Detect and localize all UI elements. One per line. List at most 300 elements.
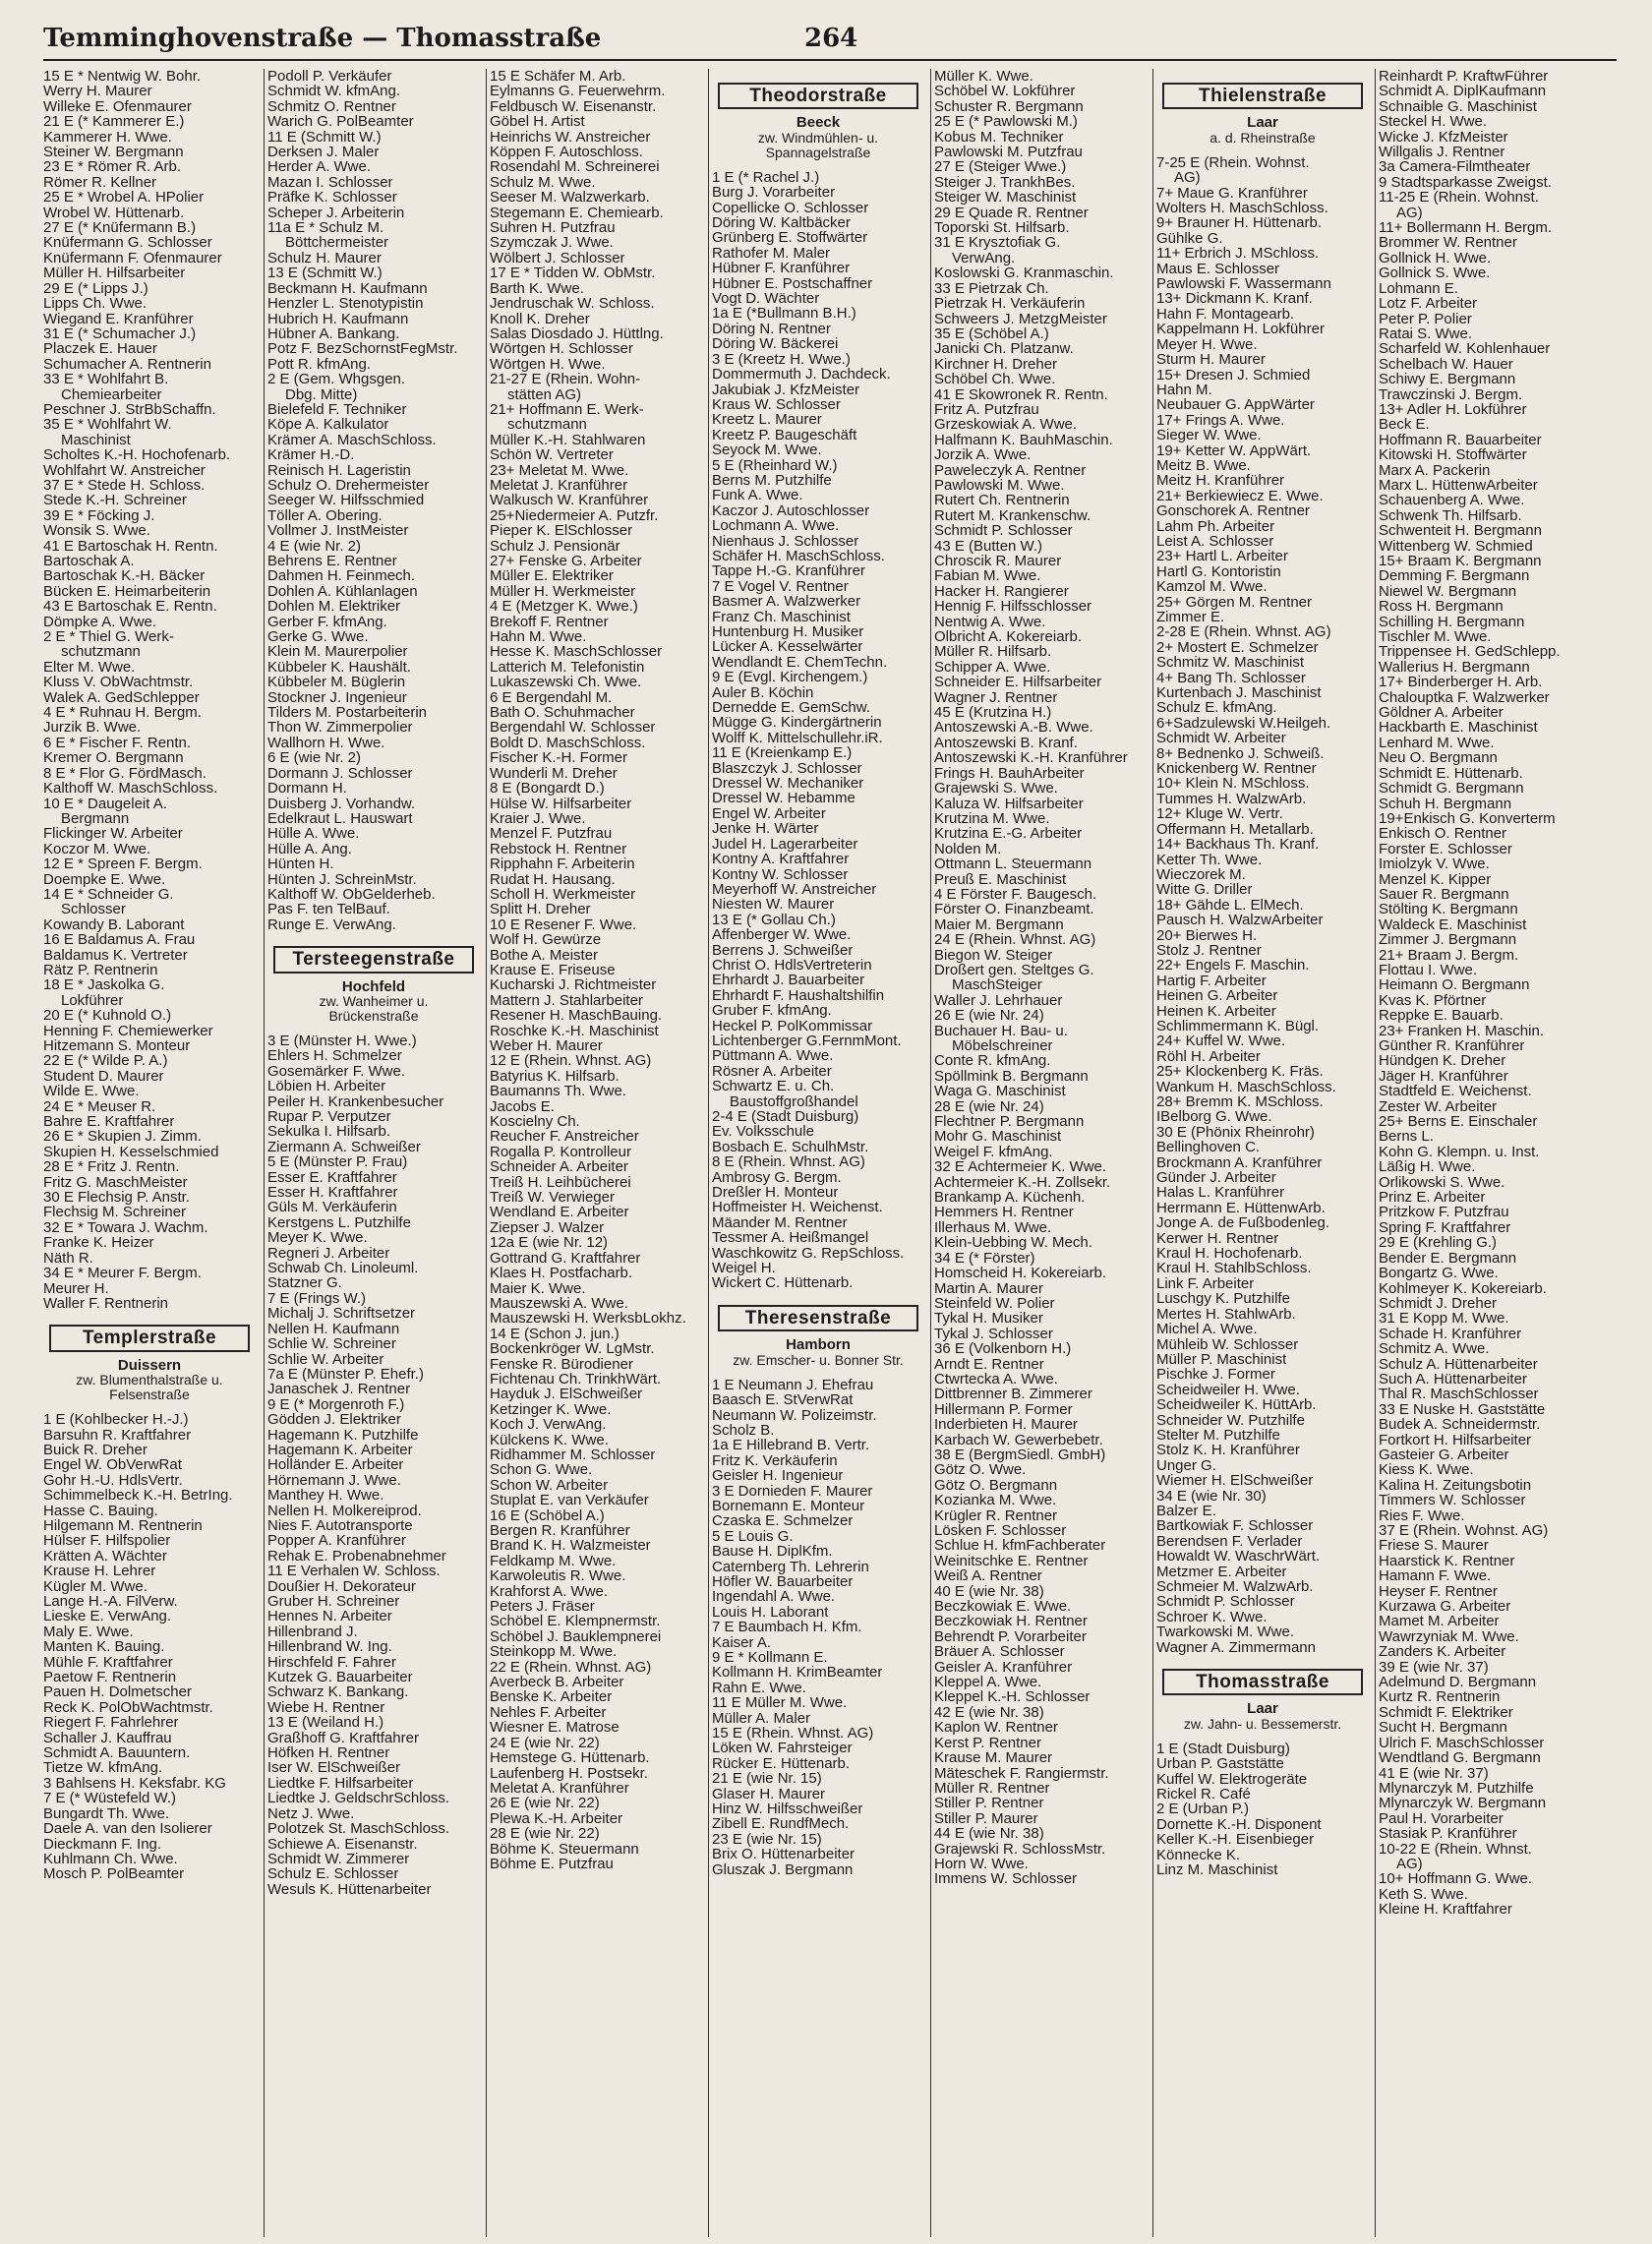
- directory-entry: Hagemann K. Arbeiter: [267, 1442, 413, 1458]
- directory-entry: Kurtenbach J. Maschinist: [1156, 685, 1322, 701]
- directory-entry: 44 E (wie Nr. 38): [934, 1826, 1044, 1842]
- directory-entry: Brekoff F. Rentner: [490, 614, 609, 630]
- directory-entry: Hündgen K. Dreher: [1379, 1053, 1506, 1069]
- directory-entry: Ketter Th. Wwe.: [1156, 852, 1263, 867]
- directory-entry: 28+ Bremm K. MSchloss.: [1156, 1094, 1324, 1110]
- directory-entry: Haarstick K. Rentner: [1379, 1553, 1515, 1569]
- directory-entry: Krutzina E.-G. Arbeiter: [934, 826, 1083, 842]
- directory-entry: Wörtgen H. Wwe.: [490, 356, 606, 373]
- district-name: Duissern: [117, 1356, 182, 1374]
- directory-entry: Warich G. PolBeamter: [267, 114, 414, 130]
- directory-entry: Gottrand G. Kraftfahrer: [490, 1250, 641, 1267]
- directory-entry: 25+Niedermeier A. Putzfr.: [490, 507, 659, 524]
- directory-entry: 33 E * Wohlfahrt B.: [43, 372, 169, 387]
- directory-entry: Gollnick H. Wwe.: [1379, 250, 1492, 266]
- directory-entry: Behrens E. Rentner: [267, 554, 397, 569]
- directory-entry: Mäander M. Rentner: [712, 1214, 848, 1231]
- directory-entry: Dreßler H. Monteur: [712, 1185, 839, 1201]
- directory-entry: Daele A. van den Isolierer: [43, 1821, 212, 1837]
- directory-entry: Wölbert J. Schlosser: [490, 250, 625, 266]
- directory-entry: Präfke K. Schlosser: [267, 190, 397, 206]
- directory-entry: Flechtner P. Bergmann: [934, 1114, 1085, 1130]
- directory-entry: Kamzol M. Wwe.: [1156, 579, 1268, 595]
- directory-entry: Holländer E. Arbeiter: [267, 1457, 404, 1473]
- directory-entry: Peter P. Polier: [1379, 311, 1472, 326]
- directory-entry: Schmidt F. Elektriker: [1379, 1704, 1513, 1721]
- directory-entry: 7a E (Münster P. Ehefr.): [267, 1366, 424, 1383]
- directory-entry: Kuffel W. Elektrogeräte: [1156, 1771, 1308, 1788]
- directory-entry: Baumanns Th. Wwe.: [490, 1084, 626, 1099]
- directory-entry: Kappelmann H. Lokführer: [1156, 322, 1325, 337]
- directory-entry: 41 E Skowronek R. Rentn.: [934, 386, 1108, 402]
- directory-entry: Feldkamp M. Wwe.: [490, 1553, 617, 1569]
- directory-entry: Knickenberg W. Rentner: [1156, 761, 1317, 777]
- directory-entry: Herder A. Wwe.: [267, 159, 372, 175]
- directory-entry: Kitowski H. Stoffwärter: [1379, 447, 1527, 463]
- column-6: [1156, 69, 1369, 2232]
- directory-entry: 43 E (Butten W.): [934, 538, 1043, 554]
- directory-entry: 3 Bahlsens H. Keksfabr. KG: [43, 1775, 226, 1792]
- directory-entry: Lokführer: [61, 992, 124, 1009]
- directory-entry: Köppen F. Autoschloss.: [490, 145, 643, 160]
- directory-entry: Tappe H.-G. Kranführer: [712, 563, 865, 579]
- directory-entry: Peschner J. StrBbSchaffn.: [43, 401, 216, 418]
- directory-entry: 1a E Hillebrand B. Vertr.: [712, 1438, 870, 1453]
- directory-entry: Schäfer H. MaschSchloss.: [712, 548, 885, 564]
- directory-entry: Dohlen M. Elektriker: [267, 599, 401, 615]
- directory-entry: 6 E * Fischer F. Rentn.: [43, 735, 192, 751]
- directory-entry: Nentwig A. Wwe.: [934, 614, 1046, 630]
- directory-entry: Zimmer E.: [1156, 610, 1225, 625]
- directory-entry: Dornette K.-H. Disponent: [1156, 1816, 1322, 1833]
- directory-entry: Kurzawa G. Arbeiter: [1379, 1599, 1511, 1615]
- directory-entry: Kowandy B. Laborant: [43, 916, 185, 933]
- directory-entry: Günther R. Kranführer: [1379, 1038, 1525, 1054]
- directory-entry: Marx A. Packerin: [1379, 462, 1491, 478]
- directory-entry: Könnecke K.: [1156, 1847, 1241, 1863]
- directory-entry: Eylmanns G. Feuerwehrm.: [490, 84, 666, 99]
- directory-entry: Jurzik B. Wwe.: [43, 720, 142, 736]
- directory-entry: 15 E Schäfer M. Arb.: [490, 69, 626, 85]
- directory-entry: Schon W. Arbeiter: [490, 1477, 609, 1494]
- directory-entry: Baldamus K. Vertreter: [43, 947, 188, 963]
- directory-entry: Hemstege G. Hüttenarb.: [490, 1750, 650, 1766]
- directory-entry: Schulz E. Schlosser: [267, 1866, 399, 1882]
- directory-entry: Luschgy K. Putzhilfe: [1156, 1291, 1290, 1307]
- directory-entry: 11 E Verhalen W. Schloss.: [267, 1564, 441, 1579]
- directory-entry: Suhren H. Putzfrau: [490, 220, 616, 236]
- directory-entry: Püttmann A. Wwe.: [712, 1048, 834, 1064]
- directory-entry: Hemmers H. Rentner: [934, 1205, 1074, 1220]
- directory-entry: 27 E (Steiger Wwe.): [934, 159, 1067, 175]
- directory-entry: Sekulka I. Hilfsarb.: [267, 1124, 391, 1140]
- directory-entry: Funk A. Wwe.: [712, 488, 803, 503]
- directory-entry: Brankamp A. Küchenh.: [934, 1190, 1086, 1206]
- directory-entry: 1 E (Kohlbecker H.-J.): [43, 1412, 189, 1428]
- directory-entry: Krämer H.-D.: [267, 447, 355, 463]
- directory-entry: Meyer H. Wwe.: [1156, 336, 1258, 353]
- directory-entry: Ripphahn F. Arbeiterin: [490, 856, 635, 872]
- directory-entry: Benske K. Arbeiter: [490, 1689, 613, 1705]
- directory-entry: 13 E (* Gollau Ch.): [712, 912, 836, 928]
- directory-entry: Tummes H. WalzwArb.: [1156, 791, 1307, 807]
- directory-entry: 39 E (wie Nr. 37): [1379, 1659, 1489, 1676]
- directory-entry: Waga G. Maschinist: [934, 1084, 1066, 1099]
- directory-entry: 9 E (* Morgenroth F.): [267, 1396, 405, 1413]
- directory-entry: Waller F. Rentnerin: [43, 1295, 168, 1312]
- directory-entry: Kiess K. Wwe.: [1379, 1462, 1474, 1478]
- directory-entry: Maly E. Wwe.: [43, 1624, 134, 1640]
- directory-entry: Antoszewski B. Kranf.: [934, 735, 1078, 751]
- street-heading: Theresenstraße: [718, 1305, 918, 1331]
- directory-entry: Chalouptka F. Walzwerker: [1379, 689, 1550, 706]
- directory-entry: Maier M. Bergmann: [934, 916, 1064, 933]
- directory-entry: 34 E (wie Nr. 30): [1156, 1488, 1267, 1504]
- directory-entry: Meurer H.: [43, 1280, 109, 1296]
- directory-entry: Schwenk Th. Hilfsarb.: [1379, 507, 1522, 524]
- directory-entry: Wawrzyniak M. Wwe.: [1379, 1628, 1519, 1645]
- directory-entry: Hesse K. MaschSchlosser: [490, 644, 663, 660]
- directory-entry: Meletat J. Kranführer: [490, 477, 628, 494]
- directory-entry: Nies F. Autotransporte: [267, 1517, 413, 1534]
- directory-entry: Bergen R. Kranführer: [490, 1523, 630, 1539]
- column-divider: [1375, 69, 1376, 2237]
- directory-entry: Kaczor J. Autoschlosser: [712, 502, 870, 519]
- directory-entry: Mlynarczyk W. Bergmann: [1379, 1796, 1547, 1811]
- column-5: [934, 69, 1147, 2232]
- directory-entry: Glaser H. Maurer: [712, 1786, 826, 1802]
- directory-entry: Willgalis J. Rentner: [1379, 145, 1505, 160]
- directory-entry: 16 E (Schöbel A.): [490, 1507, 605, 1523]
- directory-entry: 1a E (*Bullmann B.H.): [712, 306, 856, 322]
- directory-entry: Pischke J. Former: [1156, 1367, 1275, 1383]
- directory-entry: Niesten W. Maurer: [712, 897, 835, 913]
- directory-entry: Fritz G. MaschMeister: [43, 1174, 188, 1191]
- directory-entry: Jacobs E.: [490, 1098, 555, 1115]
- directory-entry: AG): [1396, 205, 1423, 221]
- directory-entry: 26 E * Skupien J. Zimm.: [43, 1129, 202, 1145]
- directory-entry: Elter M. Wwe.: [43, 659, 136, 676]
- directory-entry: 19+Enkisch G. Konverterm: [1379, 810, 1556, 827]
- directory-entry: 36 E (Volkenborn H.): [934, 1341, 1072, 1357]
- directory-entry: 17+ Binderberger H. Arb.: [1379, 675, 1543, 690]
- directory-entry: Placzek E. Hauer: [43, 341, 157, 357]
- directory-entry: Müller E. Elektriker: [490, 568, 614, 584]
- directory-entry: Meyerhoff W. Anstreicher: [712, 881, 877, 898]
- directory-entry: Stasiak P. Kranführer: [1379, 1826, 1517, 1842]
- directory-entry: Pausch H. WalzwArbeiter: [1156, 913, 1324, 928]
- directory-entry: 25 E * Wrobel A. HPolier: [43, 190, 205, 206]
- directory-entry: Niewel W. Bergmann: [1379, 583, 1517, 600]
- directory-entry: Schwarz K. Bankang.: [267, 1684, 409, 1700]
- directory-entry: Tilders M. Postarbeiterin: [267, 705, 427, 721]
- directory-entry: Averbeck B. Arbeiter: [490, 1675, 624, 1690]
- directory-entry: Hülle A. Ang.: [267, 841, 352, 857]
- directory-entry: Ries F. Wwe.: [1379, 1507, 1465, 1523]
- directory-entry: Schmidt W. Arbeiter: [1156, 731, 1286, 746]
- directory-entry: Bothe A. Meister: [490, 947, 599, 963]
- directory-entry: Höfler W. Bauarbeiter: [712, 1573, 854, 1590]
- directory-entry: Sauer R. Bergmann: [1379, 886, 1509, 903]
- directory-entry: Homscheid H. Kokereiarb.: [934, 1266, 1107, 1281]
- directory-entry: Mühleib W. Schlosser: [1156, 1336, 1299, 1352]
- directory-entry: 15 E (Rhein. Whnst. AG): [712, 1726, 874, 1742]
- directory-entry: Pas F. ten TelBauf.: [267, 902, 390, 917]
- directory-entry: Henzler L. Stenotypistin: [267, 296, 424, 312]
- directory-entry: Berrens J. Schweißer: [712, 942, 854, 958]
- directory-entry: 22+ Engels F. Maschin.: [1156, 958, 1310, 974]
- directory-entry: 10+ Klein N. MSchloss.: [1156, 776, 1310, 792]
- directory-entry: Schmidt E. Hüttenarb.: [1379, 765, 1523, 782]
- directory-entry: Herrmann E. HüttenwArb.: [1156, 1200, 1326, 1216]
- directory-entry: Wörtgen H. Schlosser: [490, 341, 633, 357]
- directory-entry: Steinfeld W. Polier: [934, 1295, 1055, 1312]
- directory-entry: Meletat A. Kranführer: [490, 1780, 629, 1797]
- directory-entry: Hülle A. Wwe.: [267, 826, 360, 842]
- directory-entry: 9 E (Evgl. Kirchengem.): [712, 670, 868, 685]
- directory-entry: Pawlowski M. Putzfrau: [934, 145, 1083, 160]
- directory-entry: 1 E (* Rachel J.): [712, 169, 820, 186]
- directory-entry: 11 E (Schmitt W.): [267, 129, 382, 146]
- directory-entry: Rickel R. Café: [1156, 1787, 1251, 1802]
- directory-entry: Boldt D. MaschSchloss.: [490, 735, 646, 751]
- directory-entry: Förster O. Finanzbeamt.: [934, 902, 1094, 917]
- directory-entry: 32 E * Towara J. Wachm.: [43, 1219, 208, 1236]
- directory-entry: Unger G.: [1156, 1457, 1216, 1474]
- directory-entry: Wagner A. Zimmermann: [1156, 1639, 1316, 1656]
- directory-entry: Hülser F. Hilfspolier: [43, 1533, 171, 1549]
- directory-entry: Forster E. Schlosser: [1379, 841, 1512, 857]
- directory-entry: Kraul H. Hochofenarb.: [1156, 1246, 1303, 1262]
- directory-entry: 31 E Kopp M. Wwe.: [1379, 1311, 1509, 1327]
- directory-entry: Plewa K.-H. Arbeiter: [490, 1810, 623, 1827]
- directory-entry: Schweers J. MetzgMeister: [934, 311, 1107, 326]
- directory-entry: Flechsig M. Schreiner: [43, 1205, 187, 1220]
- directory-entry: 28 E (wie Nr. 22): [490, 1826, 600, 1842]
- directory-entry: Lipps Ch. Wwe.: [43, 296, 148, 312]
- directory-entry: Fenske R. Bürodiener: [490, 1356, 633, 1372]
- directory-entry: Grajewski S. Wwe.: [934, 781, 1058, 797]
- directory-entry: Wallhorn H. Wwe.: [267, 735, 385, 751]
- directory-entry: Klein-Uebbing W. Mech.: [934, 1235, 1092, 1251]
- directory-entry: 19+ Ketter W. AppWärt.: [1156, 443, 1312, 458]
- directory-entry: Liedtke F. Hilfsarbeiter: [267, 1775, 414, 1792]
- directory-entry: Frings H. BauhArbeiter: [934, 765, 1085, 782]
- directory-entry: Ratai S. Wwe.: [1379, 325, 1473, 342]
- directory-entry: 11+ Bollermann H. Bergm.: [1379, 220, 1553, 236]
- directory-entry: Rücker E. Hüttenarb.: [712, 1755, 851, 1772]
- directory-entry: 2-4 E (Stadt Duisburg): [712, 1109, 859, 1125]
- directory-entry: Sucht H. Bergmann: [1379, 1720, 1507, 1736]
- directory-entry: MaschSteiger: [952, 977, 1042, 993]
- directory-entry: Dressel W. Hebamme: [712, 791, 856, 806]
- directory-entry: Kollmann H. KrimBeamter: [712, 1665, 883, 1681]
- directory-entry: 16 E Baldamus A. Frau: [43, 932, 196, 948]
- directory-entry: 26 E (wie Nr. 22): [490, 1796, 600, 1811]
- directory-entry: 5 E Louis G.: [712, 1528, 794, 1545]
- directory-entry: Weiß A. Rentner: [934, 1568, 1042, 1584]
- directory-entry: 8 E (Bongardt D.): [490, 781, 605, 797]
- directory-entry: 45 E (Krutzina H.): [934, 705, 1052, 721]
- directory-entry: Vollmer J. InstMeister: [267, 523, 409, 539]
- directory-entry: Bockenkröger W. LgMstr.: [490, 1341, 655, 1357]
- directory-entry: Röhl H. Arbeiter: [1156, 1048, 1261, 1065]
- directory-entry: Wunderli M. Dreher: [490, 765, 618, 782]
- directory-entry: Schulz M. Wwe.: [490, 174, 596, 191]
- directory-entry: 13 E (Weiland H.): [267, 1715, 384, 1731]
- directory-entry: Lücker A. Kesselwärter: [712, 639, 863, 655]
- directory-entry: Rahn E. Wwe.: [712, 1680, 806, 1696]
- column-4: [712, 69, 924, 2232]
- directory-entry: 17+ Frings A. Wwe.: [1156, 412, 1285, 429]
- directory-entry: 17 E * Tidden W. ObMstr.: [490, 266, 656, 281]
- directory-entry: Schimmelbeck K.-H. BetrIng.: [43, 1488, 233, 1504]
- directory-entry: Schaller J. Kauffrau: [43, 1730, 172, 1746]
- directory-entry: Metzmer E. Arbeiter: [1156, 1564, 1287, 1579]
- directory-entry: Wolf H. Gewürze: [490, 932, 602, 948]
- directory-entry: 37 E * Stede H. Schloss.: [43, 477, 206, 494]
- directory-entry: Müller K.-H. Stahlwaren: [490, 432, 646, 448]
- directory-entry: Sieger W. Wwe.: [1156, 428, 1262, 443]
- directory-entry: Dbg. Mitte): [285, 386, 358, 402]
- directory-entry: Müller H. Werkmeister: [490, 583, 636, 600]
- directory-entry: Mazan I. Schlosser: [267, 174, 393, 191]
- directory-entry: Rehak E. Probenabnehmer: [267, 1548, 446, 1565]
- directory-entry: 27+ Fenske G. Arbeiter: [490, 554, 642, 569]
- directory-entry: Hartig F. Arbeiter: [1156, 973, 1267, 989]
- directory-entry: Schmidt G. Bergmann: [1379, 781, 1524, 797]
- directory-entry: Pritzkow F. Putzfrau: [1379, 1205, 1509, 1220]
- directory-entry: 39 E * Föcking J.: [43, 507, 155, 524]
- directory-entry: Rathofer M. Maler: [712, 245, 831, 262]
- directory-entry: Hahn M. Wwe.: [490, 629, 587, 645]
- directory-entry: Scholl H. Werkmeister: [490, 886, 636, 903]
- directory-entry: Keth S. Wwe.: [1379, 1886, 1468, 1903]
- directory-entry: 23+ Franken H. Maschin.: [1379, 1023, 1544, 1038]
- directory-entry: Schiwy E. Bergmann: [1379, 372, 1516, 387]
- directory-entry: Roschke K.-H. Maschinist: [490, 1023, 659, 1038]
- directory-entry: Scholtes K.-H. Hochofenarb.: [43, 447, 231, 463]
- directory-entry: Schipper A. Wwe.: [934, 659, 1051, 676]
- directory-entry: Tietze W. kfmAng.: [43, 1760, 163, 1776]
- directory-entry: Salas Diosdado J. Hüttlng.: [490, 325, 664, 342]
- directory-entry: Kluss V. ObWachtmstr.: [43, 675, 194, 690]
- directory-entry: 23+ Hartl L. Arbeiter: [1156, 549, 1288, 564]
- directory-entry: 25+ Berns E. Einschaler: [1379, 1114, 1538, 1130]
- directory-entry: Pietrzak H. Verkäuferin: [934, 296, 1086, 312]
- directory-entry: Kuhlmann Ch. Wwe.: [43, 1851, 178, 1867]
- running-header: [43, 20, 1617, 61]
- directory-entry: Berns L.: [1379, 1129, 1434, 1145]
- directory-entry: Feldbusch W. Eisenanstr.: [490, 98, 657, 115]
- directory-entry: 7 E Vogel V. Rentner: [712, 578, 849, 595]
- directory-entry: Töller A. Obering.: [267, 507, 383, 524]
- directory-entry: Jenke H. Wärter: [712, 821, 819, 837]
- directory-entry: 15+ Braam K. Bergmann: [1379, 554, 1542, 569]
- directory-entry: Jäger H. Kranführer: [1379, 1068, 1508, 1085]
- directory-entry: Löbien H. Arbeiter: [267, 1079, 386, 1094]
- directory-entry: Rätz P. Rentnerin: [43, 962, 158, 978]
- directory-entry: Weinitschke E. Rentner: [934, 1553, 1089, 1569]
- directory-entry: Jonge A. de Fußbodenleg.: [1156, 1215, 1329, 1231]
- directory-entry: Kirchner H. Dreher: [934, 356, 1058, 373]
- directory-entry: Dieckmann F. Ing.: [43, 1836, 162, 1852]
- directory-entry: 1 E (Stadt Duisburg): [1156, 1741, 1290, 1757]
- directory-entry: 31 E (* Schumacher J.): [43, 325, 197, 342]
- directory-entry: Meitz B. Wwe.: [1156, 457, 1251, 474]
- directory-entry: Gerber F. kfmAng.: [267, 614, 387, 630]
- directory-entry: Brommer W. Rentner: [1379, 235, 1517, 251]
- directory-entry: Mügge G. Kindergärtnerin: [712, 715, 882, 731]
- spacer: [712, 160, 924, 170]
- directory-entry: Barsuhn R. Kraftfahrer: [43, 1427, 192, 1443]
- directory-entry: Lotz F. Arbeiter: [1379, 296, 1478, 312]
- directory-entry: Ev. Volksschule: [712, 1124, 814, 1140]
- header-title: Temminghovenstraße — Thomasstraße: [43, 24, 602, 53]
- directory-entry: Werry H. Maurer: [43, 84, 152, 99]
- directory-entry: AG): [1174, 170, 1201, 186]
- directory-entry: Janicki Ch. Platzanw.: [934, 341, 1074, 357]
- directory-entry: Laufenberg H. Postsekr.: [490, 1765, 648, 1781]
- directory-entry: Czaska E. Schmelzer: [712, 1513, 854, 1529]
- directory-entry: 41 E Bartoschak H. Rentn.: [43, 538, 218, 554]
- directory-entry: 21+ Braam J. Bergm.: [1379, 947, 1519, 963]
- directory-entry: Karbach W. Gewerbebetr.: [934, 1432, 1103, 1447]
- directory-entry: Stolz K. H. Kranführer: [1156, 1443, 1300, 1458]
- directory-entry: 10 E Resener F. Wwe.: [490, 916, 637, 933]
- directory-entry: Lochmann A. Wwe.: [712, 518, 840, 534]
- directory-entry: Demming F. Bergmann: [1379, 568, 1530, 584]
- directory-entry: AG): [1396, 1856, 1423, 1872]
- directory-entry: Gruber H. Schreiner: [267, 1594, 400, 1610]
- directory-entry: Wohlfahrt W. Anstreicher: [43, 462, 206, 478]
- directory-entry: Caternberg Th. Lehrerin: [712, 1559, 869, 1574]
- directory-entry: Wagner J. Rentner: [934, 689, 1058, 706]
- directory-entry: Vogt D. Wächter: [712, 291, 820, 307]
- directory-entry: Rupar P. Verputzer: [267, 1109, 391, 1125]
- directory-entry: Iser W. ElSchweißer: [267, 1760, 401, 1776]
- directory-entry: Schmidt P. Schlosser: [1156, 1594, 1295, 1610]
- directory-entry: Döring W. Kaltbäcker: [712, 215, 851, 231]
- directory-entry: Lieske E. VerwAng.: [43, 1609, 172, 1624]
- directory-entry: Derksen J. Maler: [267, 145, 380, 160]
- directory-entry: Stelter M. Putzhilfe: [1156, 1427, 1280, 1444]
- directory-entry: Schlue H. kfmFachberater: [934, 1538, 1106, 1554]
- directory-entry: 21 E (* Kammerer E.): [43, 114, 185, 130]
- directory-entry: Kerstgens L. Putzhilfe: [267, 1214, 411, 1231]
- directory-entry: 15 E * Nentwig W. Bohr.: [43, 69, 202, 85]
- directory-entry: Twarkowski M. Wwe.: [1156, 1624, 1295, 1640]
- directory-entry: Scharfeld W. Kohlenhauer: [1379, 341, 1551, 357]
- directory-entry: Antoszewski A.-B. Wwe.: [934, 720, 1093, 736]
- directory-entry: Ehrhardt F. Haushaltshilfin: [712, 987, 885, 1004]
- directory-entry: Reinhardt P. KraftwFührer: [1379, 69, 1549, 85]
- directory-entry: Reck K. PolObWachtmstr.: [43, 1699, 213, 1716]
- directory-entry: Droßert gen. Steltges G.: [934, 962, 1094, 978]
- directory-entry: 18 E * Jaskolka G.: [43, 977, 165, 993]
- directory-entry: Marx L. HüttenwArbeiter: [1379, 477, 1538, 494]
- directory-entry: Conte R. kfmAng.: [934, 1053, 1051, 1069]
- directory-entry: Götz O. Bergmann: [934, 1477, 1058, 1494]
- directory-entry: Thon W. Zimmerpolier: [267, 720, 413, 736]
- directory-entry: 11a E * Schulz M.: [267, 220, 384, 236]
- directory-entry: Ctwrtecka A. Wwe.: [934, 1371, 1058, 1388]
- directory-entry: 12 E (Rhein. Whnst. AG): [490, 1053, 652, 1069]
- directory-entry: 12a E (wie Nr. 12): [490, 1235, 609, 1251]
- directory-entry: Geisler A. Kranführer: [934, 1659, 1073, 1676]
- directory-entry: Wesuls K. Hüttenarbeiter: [267, 1881, 432, 1898]
- directory-entry: 20+ Bierwes H.: [1156, 927, 1258, 943]
